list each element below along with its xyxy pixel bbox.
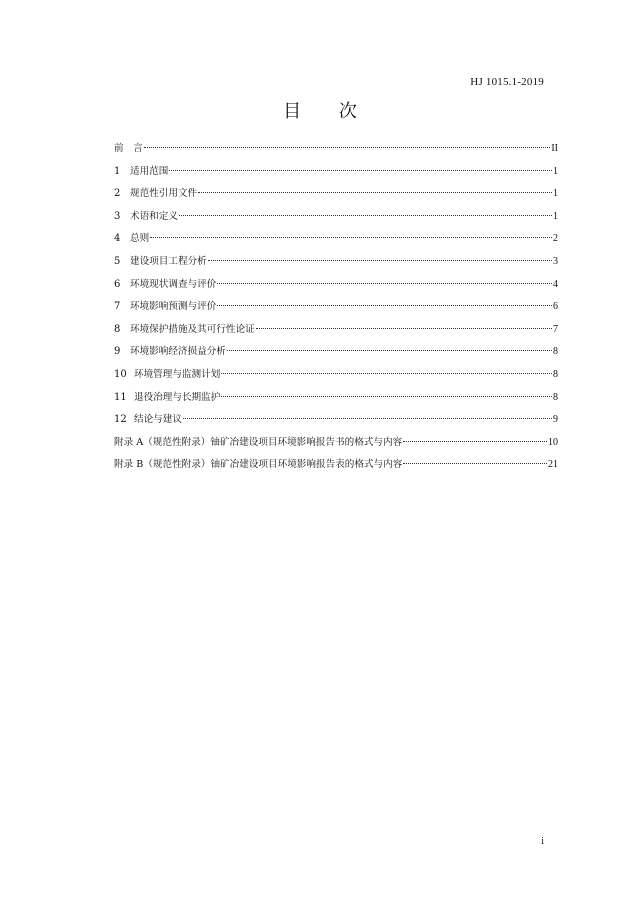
toc-entry-2[interactable] [114,183,558,206]
toc-entry-page: 8 [553,391,558,403]
dot-leader [217,305,552,306]
toc-entry-appendix-b[interactable] [114,454,558,477]
toc-entry-number: 9 [114,346,121,358]
toc-entry-5[interactable] [114,251,558,274]
toc-entry-title: 附录 A（规范性附录）铀矿冶建设项目环境影响报告书的格式与内容 [114,436,403,448]
toc-entry-title: 前 言 [114,143,143,154]
toc-entry-number: 8 [114,323,121,335]
dot-leader [183,418,552,419]
dot-leader [403,463,547,464]
dot-leader [217,283,552,284]
toc-entry-title: 规范性引用文件 [130,188,198,200]
toc-entry-title: 环境影响经济损益分析 [130,346,226,358]
toc-entry-3[interactable] [114,206,558,229]
toc-entry-number: 4 [114,233,121,245]
table-of-contents [114,138,558,477]
toc-entry-number: 5 [114,255,121,267]
dot-leader [144,147,551,148]
toc-entry-page: 21 [548,459,558,471]
dot-leader [403,441,547,442]
toc-entry-11[interactable] [114,387,558,410]
toc-entry-page: 4 [553,278,558,290]
toc-entry-12[interactable] [114,409,558,432]
toc-entry-page: 8 [553,368,558,380]
toc-entry-page: 6 [553,301,558,313]
toc-entry-page: 1 [553,165,558,177]
toc-entry-number: 2 [114,188,121,200]
toc-entry-title: 环境保护措施及其可行性论证 [130,323,255,335]
dot-leader [256,328,552,329]
toc-entry-number: 3 [114,210,121,222]
toc-entry-title: 环境现状调查与评价 [130,278,217,290]
dot-leader [150,237,552,238]
toc-entry-4[interactable] [114,228,558,251]
toc-entry-title: 结论与建议 [134,414,182,426]
toc-entry-number: 10 [114,368,127,380]
toc-entry-title: 退役治理与长期监护 [134,391,221,403]
toc-entry-page: 8 [553,346,558,358]
dot-leader [179,215,552,216]
toc-entry-page: 3 [553,255,558,267]
toc-entry-foreword[interactable] [114,138,558,161]
dot-leader [169,170,552,171]
toc-entry-title: 附录 B（规范性附录）铀矿冶建设项目环境影响报告表的格式与内容 [114,459,403,471]
dot-leader [198,192,552,193]
toc-entry-page: 7 [553,323,558,335]
toc-entry-page: 1 [553,188,558,200]
footer-page-number: i [541,836,544,847]
toc-entry-1[interactable] [114,161,558,184]
toc-entry-10[interactable] [114,364,558,387]
toc-entry-9[interactable] [114,341,558,364]
dot-leader [208,260,552,261]
toc-entry-8[interactable] [114,319,558,342]
toc-entry-page: 2 [553,233,558,245]
toc-entry-7[interactable] [114,296,558,319]
toc-entry-number: 7 [114,301,121,313]
toc-entry-title: 环境影响预测与评价 [130,301,217,313]
dot-leader [227,350,552,351]
toc-entry-title: 适用范围 [130,165,169,177]
toc-entry-appendix-a[interactable] [114,432,558,455]
toc-entry-6[interactable] [114,274,558,297]
toc-entry-number: 6 [114,278,121,290]
dot-leader [221,373,552,374]
toc-entry-number: 1 [114,165,121,177]
toc-entry-page: 10 [548,436,558,448]
toc-entry-title: 术语和定义 [130,210,178,222]
dot-leader [221,396,552,397]
page-title: 目 次 [283,101,373,122]
toc-entry-page: II [551,143,558,154]
toc-entry-number: 11 [114,391,127,403]
toc-entry-title: 建设项目工程分析 [130,255,207,267]
toc-entry-page: 9 [553,414,558,426]
toc-entry-title: 环境管理与监测计划 [134,368,221,380]
toc-entry-title: 总则 [130,233,150,245]
toc-entry-number: 12 [114,414,127,426]
standard-code: HJ 1015.1-2019 [470,76,544,88]
toc-entry-page: 1 [553,210,558,222]
